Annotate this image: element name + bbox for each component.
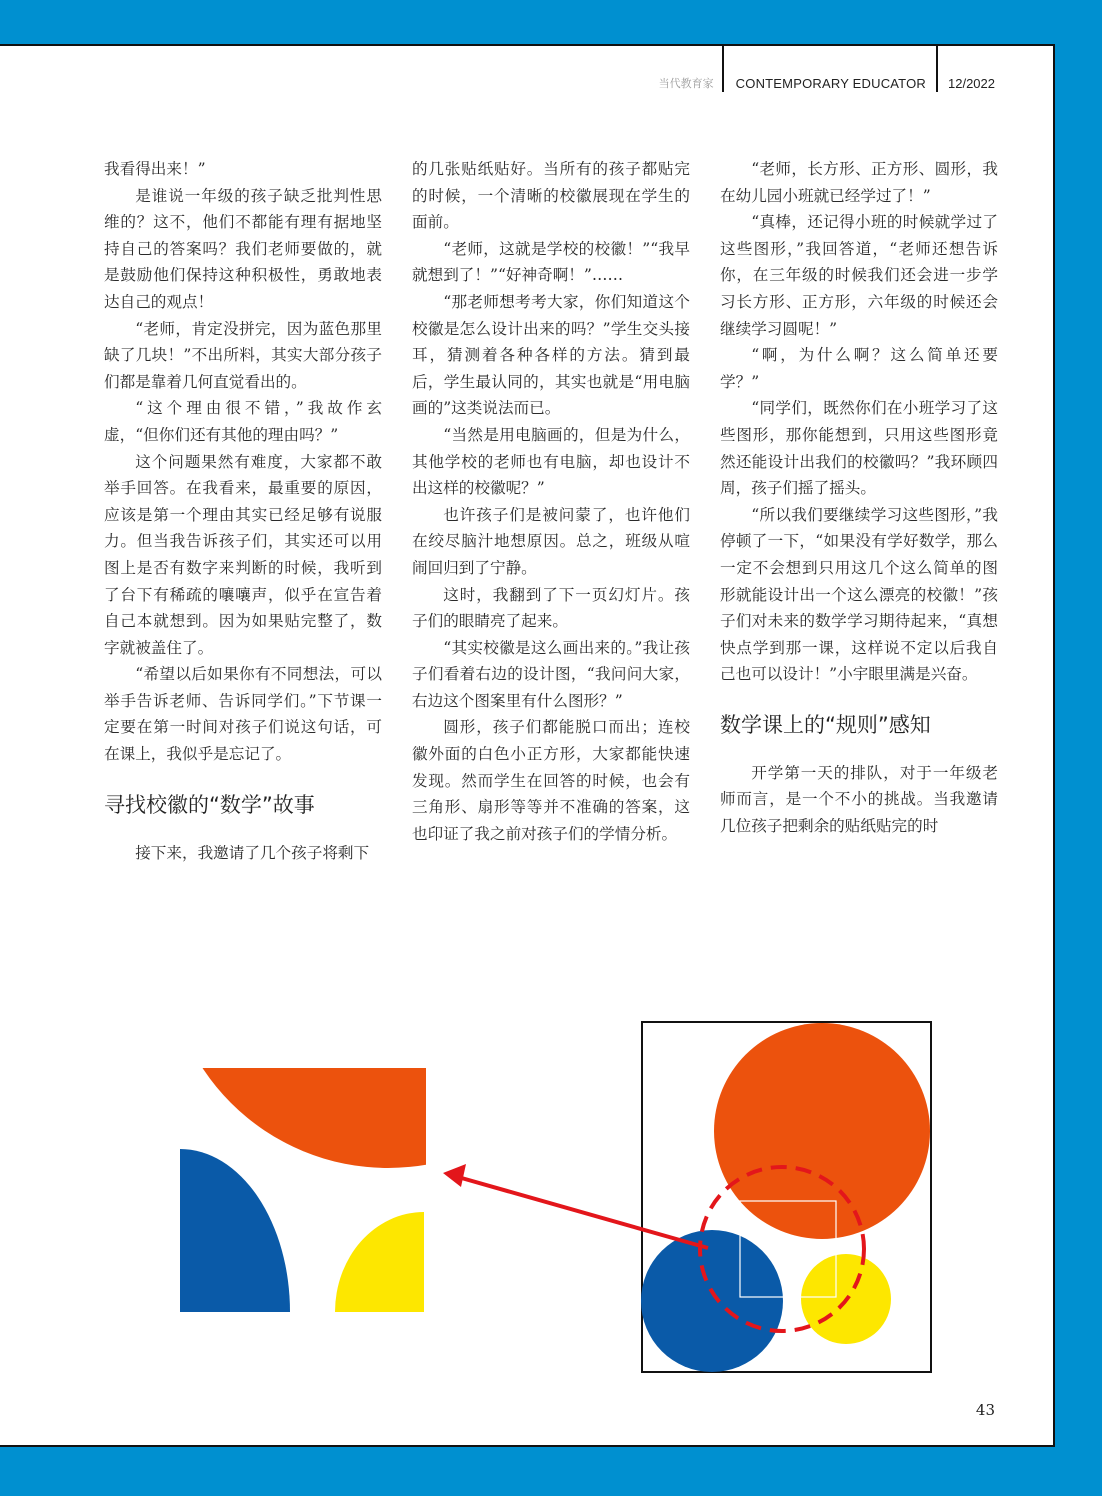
paragraph: “老师，这就是学校的校徽！”“我早就想到了！”“好神奇啊！”……	[412, 239, 690, 285]
magazine-name-cn: 当代教育家	[658, 78, 714, 90]
paragraph: 开学第一天的排队，对于一年级老师而言，是一个不小的挑战。当我邀请几位孩子把剩余的贴纸贴完的时	[720, 763, 998, 836]
paragraph: 这个问题果然有难度，大家都不敢举手回答。在我看来，最重要的原因，应该是第一个理由其实已经足够有说服力。但当我告诉孩子们，其实还可以用图上是否有数字来判断的时候，我听到了台下有稀疏的嚷嚷声，似乎在宣告着自己本就想到。因为如果贴完整了，数字就被盖住了。	[104, 452, 382, 657]
page-number: 43	[975, 1401, 995, 1419]
paragraph: “这个理由很不错，”我故作玄虚，“但你们还有其他的理由吗？”	[104, 399, 382, 444]
paragraph: “希望以后如果你有不同想法，可以举手告诉老师、告诉同学们。”下节课一定要在第一时间对孩子们说这句话，可在课上，我似乎是忘记了。	[104, 665, 382, 764]
blue-quarter-circle	[180, 1149, 290, 1312]
paragraph: “那老师想考考大家，你们知道这个校徽是怎么设计出来的吗？”学生交头接耳，猜测着各种各样的方法。猜到最后，学生最认同的，其实也就是“用电脑画的”这类说法而已。	[412, 292, 690, 418]
school-emblem-figure	[0, 1006, 1055, 1426]
orange-circle-segment	[166, 1006, 610, 1168]
running-header	[659, 46, 995, 92]
paragraph: 圆形，孩子们都能脱口而出；连校徽外面的白色小正方形，大家都能快速发现。然而学生在回答的时候，也会有三角形、扇形等等并不准确的答案，这也印证了我之前对孩子们的学情分析。	[412, 718, 690, 843]
emblem-fragment	[166, 1006, 610, 1312]
paragraph: 的几张贴纸贴好。当所有的孩子都贴完的时候，一个清晰的校徽展现在学生的面前。	[412, 160, 690, 232]
issue-date: 12/2022	[948, 76, 995, 91]
paragraph: “其实校徽是这么画出来的。”我让孩子们看着右边的设计图，“我问问大家，右边这个图案里有什么图形？”	[412, 638, 690, 710]
paragraph: “所以我们要继续学习这些图形，”我停顿了一下，“如果没有学好数学，那么一定不会想到只用这几个这么简单的图形就能设计出一个这么漂亮的校徽！”孩子们对未来的数学学习期待起来，“真想快点学到那一课，这样说不定以后我自己也可以设计！”小宇眼里满是兴奋。	[720, 505, 998, 684]
section-heading: 数学课上的“规则”感知	[720, 712, 931, 737]
yellow-quarter-circle	[335, 1212, 424, 1312]
orange-circle	[714, 1023, 930, 1239]
text-column-1	[104, 156, 382, 866]
pointer-arrow	[443, 1164, 708, 1248]
paragraph: 也许孩子们是被问蒙了，也许他们在绞尽脑汁地想原因。总之，班级从喧闹回归到了宁静。	[412, 505, 690, 577]
section-heading: 寻找校徽的“数学”故事	[104, 792, 315, 817]
paragraph: “老师，肯定没拼完，因为蓝色那里缺了几块！”不出所料，其实大部分孩子们都是靠着几何直觉看出的。	[104, 319, 382, 391]
paragraph: “老师，长方形、正方形、圆形，我在幼儿园小班就已经学过了！”	[720, 160, 998, 205]
paragraph: 我看得出来！”	[104, 160, 206, 178]
emblem-design-drawing	[641, 1022, 931, 1372]
text-column-3	[720, 156, 998, 840]
text-column-2	[412, 156, 690, 847]
paragraph: “当然是用电脑画的，但是为什么，其他学校的老师也有电脑，却也设计不出这样的校徽呢？”	[412, 425, 690, 498]
paragraph: “啊，为什么啊？这么简单还要学？”	[720, 346, 998, 391]
paragraph: 是谁说一年级的孩子缺乏批判性思维的？这不，他们不都能有理有据地坚持自己的答案吗？我们老师要做的，就是鼓励他们保持这种积极性，勇敢地表达自己的观点！	[104, 186, 382, 311]
blue-circle	[641, 1230, 783, 1372]
paragraph: “真棒，还记得小班的时候就学过了这些图形，”我回答道，“老师还想告诉你，在三年级的时候我们还会进一步学习长方形、正方形，六年级的时候还会继续学习圆呢！”	[720, 213, 998, 338]
paragraph: 这时，我翻到了下一页幻灯片。孩子们的眼睛亮了起来。	[412, 585, 690, 631]
magazine-page	[0, 44, 1055, 1447]
magazine-name-en: CONTEMPORARY EDUCATOR	[735, 76, 926, 91]
paragraph: 接下来，我邀请了几个孩子将剩下	[135, 843, 370, 862]
paragraph: “同学们，既然你们在小班学习了这些图形，那你能想到，只用这些图形竟然还能设计出我们的校徽吗？”我环顾四周，孩子们摇了摇头。	[720, 399, 998, 498]
